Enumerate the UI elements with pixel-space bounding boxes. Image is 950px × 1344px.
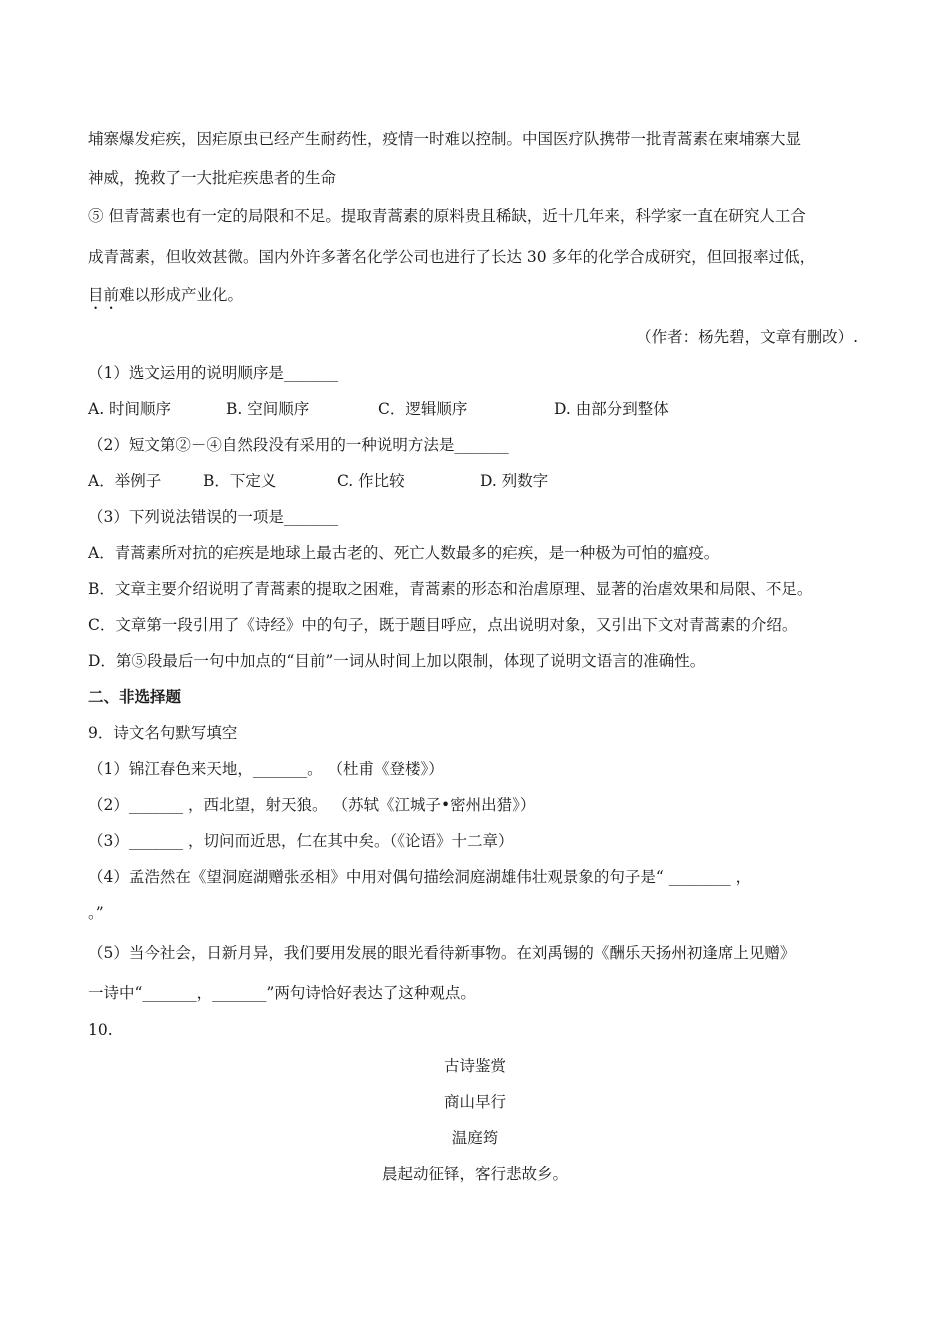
option: A. 时间顺序	[88, 400, 172, 418]
attribution: （作者：杨先碧，文章有删改）.	[636, 328, 858, 346]
fill-item: （1）锦江春色来天地，_______。 （杜甫《登楼》）	[88, 760, 444, 778]
option: B. 空间顺序	[226, 400, 310, 418]
fill-item: （5）当今社会，日新月异，我们要用发展的眼光看待新事物。在刘禹锡的《酬乐天扬州初逢席上见赠》	[88, 944, 796, 962]
section-heading: 二、非选择题	[88, 688, 182, 706]
passage-line-rest: 难以形成产业化。	[119, 286, 244, 304]
option: C．逻辑顺序	[378, 400, 468, 418]
question-title: 9．诗文名句默写填空	[88, 724, 238, 742]
passage-line: ⑤ 但青蒿素也有一定的局限和不足。提取青蒿素的原料贵且稀缺，近十几年来，科学家一直在研究人工合	[88, 207, 806, 225]
option: D. 列数字	[480, 472, 549, 490]
option: A．青蒿素所对抗的疟疾是地球上最古老的、死亡人数最多的疟疾，是一种极为可怕的瘟疫。	[88, 544, 720, 562]
question-number: 10.	[88, 1021, 113, 1039]
option: C．文章第一段引用了《诗经》中的句子，既于题目呼应，点出说明对象，又引出下文对青蒿素的介绍。	[88, 616, 798, 634]
poem-line: 晨起动征铎，客行悲故乡。	[381, 1165, 568, 1183]
fill-item: （2）_______ ，西北望，射天狼。 （苏轼《江城子•密州出猎》）	[88, 796, 536, 814]
section-title: 古诗鉴赏	[443, 1057, 506, 1075]
option: B．文章主要介绍说明了青蒿素的提取之困难，青蒿素的形态和治虐原理、显著的治虐效果和局限、不足。	[88, 580, 813, 598]
fill-item: （3）_______ ，切问而近思，仁在其中矣。（《论语》十二章）	[88, 832, 514, 850]
option: C. 作比较	[337, 472, 405, 490]
fill-item-continuation: 一诗中“_______，_______”两句诗恰好表达了这种观点。	[88, 984, 476, 1002]
option: D．第⑤段最后一句中加点的“目前”一词从时间上加以限制，体现了说明文语言的准确性。	[88, 652, 706, 670]
fill-item: （4）孟浩然在《望洞庭湖赠张丞相》中用对偶句描绘洞庭湖雄伟壮观景象的句子是“ ________ ，	[88, 868, 752, 886]
question-stem: （1）选文运用的说明顺序是_______	[88, 364, 339, 382]
passage-line: 神威，挽救了一大批疟疾患者的生命	[88, 169, 337, 187]
option: D. 由部分到整体	[554, 400, 669, 418]
emphasized-word: 目前	[88, 286, 120, 304]
passage-line	[88, 284, 243, 313]
passage-line: 成青蒿素，但收效甚微。国内外许多著名化学公司也进行了长达 30 多年的化学合成研究，但回报率过低，	[88, 248, 816, 266]
poem-title: 商山早行	[443, 1093, 506, 1111]
passage-line: 埔寨爆发疟疾，因疟原虫已经产生耐药性，疫情一时难以控制。中国医疗队携带一批青蒿素在柬埔寨大显	[88, 130, 802, 148]
option-row	[88, 470, 548, 492]
option-row	[88, 398, 669, 420]
option: A．举例子	[88, 472, 162, 490]
poet-name: 温庭筠	[451, 1129, 499, 1147]
option: B．下定义	[203, 472, 277, 490]
question-stem: （3）下列说法错误的一项是_______	[88, 508, 339, 526]
fill-item-continuation: 。”	[88, 904, 104, 922]
question-stem: （2）短文第②－④自然段没有采用的一种说明方法是_______	[88, 436, 509, 454]
